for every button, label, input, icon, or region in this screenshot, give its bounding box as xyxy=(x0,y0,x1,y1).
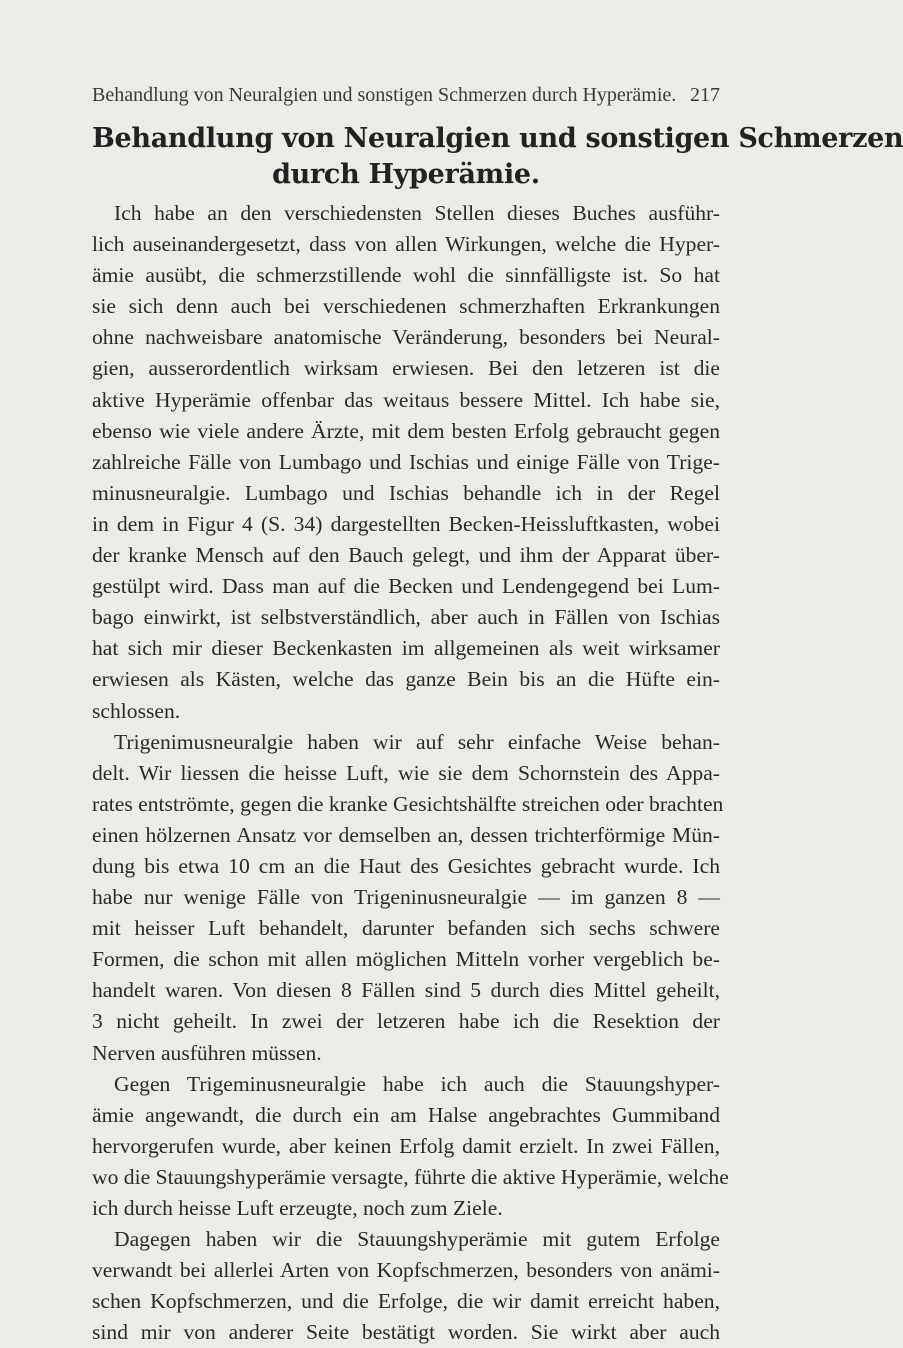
text-line: ämie ausübt, die schmerzstillende wohl die sinnfälligste ist. So hat xyxy=(92,263,720,288)
text-line: sie sich denn auch bei verschiedenen schmerzhaften Erkrankungen xyxy=(92,294,720,319)
text-line: bago einwirkt, ist selbstverständlich, aber auch in Fällen von Ischias xyxy=(92,605,720,630)
paragraph xyxy=(92,198,720,727)
text-line: schen Kopfschmerzen, und die Erfolge, die wir damit erreicht haben, xyxy=(92,1289,720,1314)
text-line: sind mir von anderer Seite bestätigt worden. Sie wirkt aber auch xyxy=(92,1320,720,1345)
text-line: Dagegen haben wir die Stauungshyperämie mit gutem Erfolge xyxy=(114,1227,720,1252)
text-line: 3 nicht geheilt. In zwei der letzeren habe ich die Resektion der xyxy=(92,1009,720,1034)
text-line: ich durch heisse Luft erzeugte, noch zum Ziele. xyxy=(92,1196,503,1220)
text-line: verwandt bei allerlei Arten von Kopfschmerzen, besonders von anämi- xyxy=(92,1258,720,1283)
text-line: mit heisser Luft behandelt, darunter befanden sich sechs schwere xyxy=(92,916,720,941)
text-line: zahlreiche Fälle von Lumbago und Ischias und einige Fälle von Trige- xyxy=(92,449,720,474)
paragraph xyxy=(92,727,724,1069)
text-line: gien, ausserordentlich wirksam erwiesen. Bei den letzeren ist die xyxy=(92,356,720,381)
text-line: Nerven ausführen müssen. xyxy=(92,1040,322,1065)
chapter-title-line: Behandlung von Neuralgien und sonstigen Schmerzen xyxy=(92,123,903,154)
text-line: ohne nachweisbare anatomische Veränderung, besonders bei Neural- xyxy=(92,325,720,350)
text-line: ämie angewandt, die durch ein am Halse angebrachtes Gummiband xyxy=(92,1102,720,1127)
text-line: Formen, die schon mit allen möglichen Mitteln vorher vergeblich be- xyxy=(92,947,720,972)
text-line: aktive Hyperämie offenbar das weitaus bessere Mittel. Ich habe sie, xyxy=(92,387,720,412)
text-line: der kranke Mensch auf den Bauch gelegt, und ihm der Apparat über- xyxy=(92,543,720,568)
text-line: minusneuralgie. Lumbago und Ischias behandle ich in der Regel xyxy=(92,480,720,505)
chapter-title-line: durch Hyperämie. xyxy=(272,159,540,190)
text-line: rates entströmte, gegen die kranke Gesichtshälfte streichen oder brachten xyxy=(92,791,724,816)
text-line: lich auseinandergesetzt, dass von allen Wirkungen, welche die Hyper- xyxy=(92,232,720,257)
paragraph xyxy=(92,1224,720,1348)
text-line: ebenso wie viele andere Ärzte, mit dem besten Erfolg gebraucht gegen xyxy=(92,418,720,443)
page-number: 217 xyxy=(690,84,720,106)
text-line: hat sich mir dieser Beckenkasten im allgemeinen als weit wirksamer xyxy=(92,636,720,661)
text-line: schlossen. xyxy=(92,698,181,723)
text-line: wo die Stauungshyperämie versagte, führte die aktive Hyperämie, welche xyxy=(92,1164,729,1189)
running-head xyxy=(92,84,720,108)
text-line: Ich habe an den verschiedensten Stellen dieses Buches ausführ- xyxy=(114,201,720,225)
text-line: erwiesen als Kästen, welche das ganze Bein bis an die Hüfte ein- xyxy=(92,667,720,692)
text-line: habe nur wenige Fälle von Trigeninusneuralgie — im ganzen 8 — xyxy=(92,885,720,910)
text-line: gestülpt wird. Dass man auf die Becken und Lendengegend bei Lum- xyxy=(92,574,720,599)
paragraph xyxy=(92,1069,729,1224)
body-text xyxy=(92,198,729,1348)
text-line: handelt waren. Von diesen 8 Fällen sind 5 durch dies Mittel geheilt, xyxy=(92,978,720,1003)
text-line: in dem in Figur 4 (S. 34) dargestellten Becken-Heissluftkasten, wobei xyxy=(92,511,720,536)
text-line: einen hölzernen Ansatz vor demselben an, dessen trichterförmige Mün- xyxy=(92,822,720,847)
chapter-title xyxy=(92,121,903,193)
text-line: Gegen Trigeminusneuralgie habe ich auch die Stauungshyper- xyxy=(114,1071,720,1096)
text-line: delt. Wir liessen die heisse Luft, wie sie dem Schornstein des Appa- xyxy=(92,760,720,785)
text-line: dung bis etwa 10 cm an die Haut des Gesichtes gebracht wurde. Ich xyxy=(92,853,720,878)
text-line: Trigenimusneuralgie haben wir auf sehr einfache Weise behan- xyxy=(114,729,720,754)
text-line: hervorgerufen wurde, aber keinen Erfolg damit erzielt. In zwei Fällen, xyxy=(92,1133,720,1158)
running-head-title: Behandlung von Neuralgien und sonstigen Schmerzen durch Hyperämie. xyxy=(92,84,677,106)
